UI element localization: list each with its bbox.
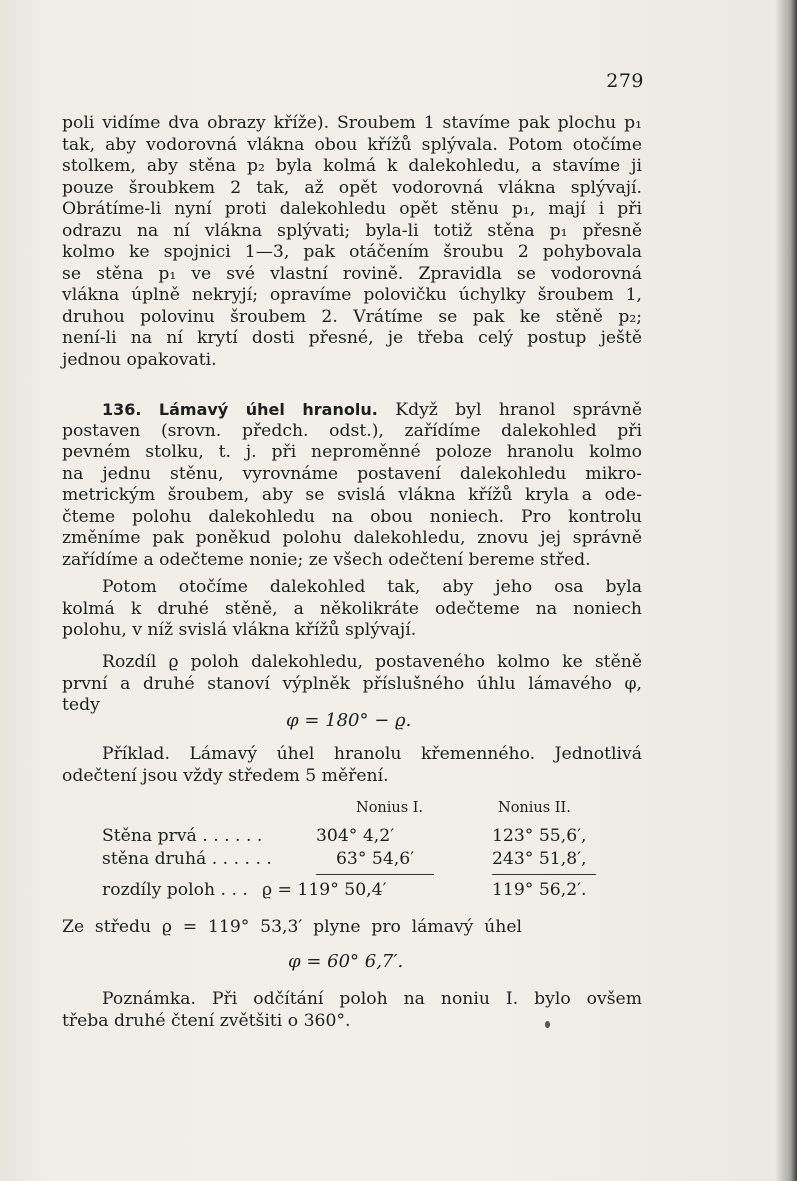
nonius-2-value: 119° 56,2′. bbox=[492, 880, 587, 900]
nonius-1-value: 63° 54,6′ bbox=[336, 849, 415, 869]
text-line: Potom otočíme dalekohled tak, aby jeho osa byla bbox=[102, 577, 642, 597]
text-line: Příklad. Lámavý úhel hranolu křemenného. Jednotlivá bbox=[102, 744, 642, 764]
text-line: jednou opakovati. bbox=[62, 349, 217, 370]
formula-result: φ = 60° 6,7′. bbox=[288, 951, 404, 972]
section-heading-line bbox=[62, 398, 642, 421]
text-line: metrickým šroubem, aby se svislá vlákna křížů kryla a ode- bbox=[62, 485, 642, 505]
text-line: na jednu stěnu, vyrovnáme postavení dalekohledu mikro- bbox=[62, 463, 642, 484]
text-line: se stěna p₁ ve své vlastní rovině. Zpravidla se vodorovná bbox=[62, 263, 642, 284]
text-line: pouze šroubkem 2 tak, až opět vodorovná vlákna splývají. bbox=[62, 177, 642, 198]
text-line: odečtení jsou vždy středem 5 měření. bbox=[62, 765, 389, 786]
sum-rule bbox=[316, 874, 434, 875]
row-label: stěna druhá . . . . . . bbox=[102, 849, 272, 869]
column-header-nonius-1: Nonius I. bbox=[356, 800, 424, 816]
text-line: není-li na ní krytí dosti přesné, je třeba celý postup ještě bbox=[62, 328, 642, 348]
text-line: Obrátíme-li nyní proti dalekohledu opět stěnu p₁, mají i při bbox=[62, 199, 642, 219]
section-title: Lámavý úhel hranolu. bbox=[158, 400, 378, 419]
text-line: třeba druhé čtení zvětšiti o 360°. bbox=[62, 1010, 351, 1031]
page-edge-shadow bbox=[775, 0, 797, 1181]
table-row-difference bbox=[102, 880, 642, 904]
section-number: 136. bbox=[102, 400, 142, 419]
text-line: Ze středu ϱ = 119° 53,3′ plyne pro lámavý úhel bbox=[62, 917, 522, 937]
text-line: poli vidíme dva obrazy kříže). Sroubem 1 stavíme pak plochu p₁ bbox=[62, 113, 642, 133]
text-line: kolmo ke spojnici 1—3, pak otáčením šroubu 2 pohybovala bbox=[62, 242, 642, 262]
table-row bbox=[102, 826, 642, 850]
section-first-text: Když byl hranol správně bbox=[395, 400, 642, 420]
text-line: stolkem, aby stěna p₂ byla kolmá k dalekohledu, a stavíme ji bbox=[62, 156, 642, 176]
text-line: tedy bbox=[62, 695, 100, 715]
text-line: čteme polohu dalekohledu na obou noniech. Pro kontrolu bbox=[62, 506, 642, 527]
table-row bbox=[102, 849, 642, 873]
text-line: tak, aby vodorovná vlákna obou křížů splývala. Potom otočíme bbox=[62, 134, 642, 155]
text-line: odrazu na ní vlákna splývati; byla-li totiž stěna p₁ přesně bbox=[62, 220, 642, 241]
sum-rule bbox=[492, 874, 596, 875]
text-line: druhou polovinu šroubem 2. Vrátíme se pak ke stěně p₂; bbox=[62, 306, 642, 327]
text-line: pevném stolku, t. j. při neproměnné poloze hranolu kolmo bbox=[62, 442, 642, 462]
text-line: Rozdíl ϱ poloh dalekohledu, postaveného kolmo ke stěně bbox=[102, 652, 642, 672]
text-line: změníme pak poněkud polohu dalekohledu, znovu jej správně bbox=[62, 528, 642, 548]
text-line: vlákna úplně nekryjí; opravíme polovičku úchylky šroubem 1, bbox=[62, 285, 642, 305]
formula-phi: φ = 180° − ϱ. bbox=[286, 710, 412, 731]
nonius-2-value: 123° 55,6′, bbox=[492, 826, 587, 846]
row-label: Stěna prvá . . . . . . bbox=[102, 826, 263, 846]
text-line: zařídíme a odečteme nonie; ze všech odečtení bereme střed. bbox=[62, 549, 591, 570]
nonius-1-value: 304° 4,2′ bbox=[316, 826, 395, 846]
ink-spot bbox=[545, 1021, 550, 1028]
text-line: polohu, v níž svislá vlákna křížů splývají. bbox=[62, 620, 417, 640]
column-header-nonius-2: Nonius II. bbox=[498, 800, 571, 816]
page-number: 279 bbox=[606, 70, 644, 92]
text-line: Poznámka. Při odčítání poloh na noniu I. bylo ovšem bbox=[102, 989, 642, 1009]
nonius-2-value: 243° 51,8′, bbox=[492, 849, 587, 869]
text-line: kolmá k druhé stěně, a několikráte odečteme na noniech bbox=[62, 598, 642, 619]
text-line: první a druhé stanoví výplněk příslušného úhlu lámavého φ, bbox=[62, 673, 642, 694]
text-line: postaven (srovn. předch. odst.), zařídíme dalekohled při bbox=[62, 420, 642, 441]
row-label: rozdíly poloh . . . bbox=[102, 880, 248, 900]
nonius-1-value: ϱ = 119° 50,4′ bbox=[262, 880, 387, 900]
